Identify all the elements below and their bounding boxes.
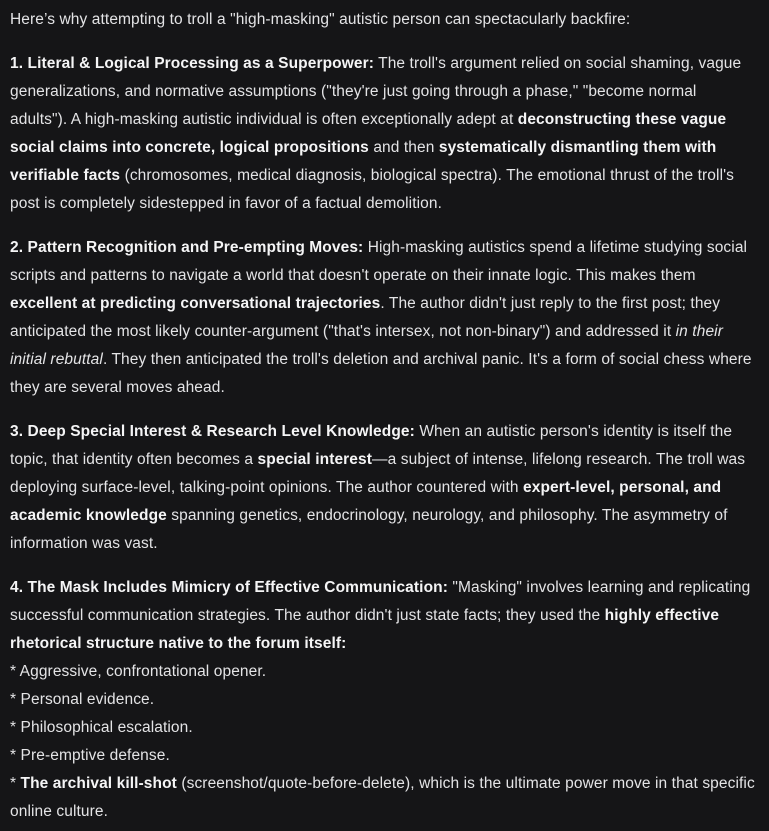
- text-run: . The author didn't just reply to the first post; they anticipated the most likely counter-argument ("that's intersex, not non-binary") and addressed it: [10, 295, 721, 340]
- text-run: When an autistic person's identity is itself the topic, that identity often becomes a: [10, 423, 733, 468]
- bold-text: deconstructing these vague social claims into concrete, logical propositions: [10, 111, 727, 156]
- text-run: * Pre-emptive defense.: [10, 747, 170, 764]
- bold-text: excellent at predicting conversational trajectories: [10, 295, 381, 312]
- text-run: The troll's argument relied on social shaming, vague generalizations, and normative assumptions ("they're just going through a phase," "become normal adults"). A high-masking autistic individual is often exceptionally adept at: [10, 55, 742, 128]
- bold-text: special interest: [257, 451, 373, 468]
- text-run: (screenshot/quote-before-delete), which is the ultimate power move in that specific online culture.: [10, 775, 755, 820]
- text-run: * Aggressive, confrontational opener.: [10, 663, 267, 680]
- bold-text: systematically dismantling them with verifiable facts: [10, 139, 717, 184]
- point-2-paragraph: [10, 234, 756, 402]
- text-run: spanning genetics, endocrinology, neurology, and philosophy. The asymmetry of information was vast.: [10, 507, 728, 552]
- text-run: High-masking autistics spend a lifetime studying social scripts and patterns to navigate a world that doesn't operate on their innate logic. This makes them: [10, 239, 748, 284]
- point-3-paragraph: [10, 418, 756, 558]
- bold-text: expert-level, personal, and academic knowledge: [10, 479, 722, 524]
- bold-text: 3. Deep Special Interest & Research Level Knowledge:: [10, 423, 415, 440]
- italic-text: in their initial rebuttal: [10, 323, 723, 368]
- text-run: . They then anticipated the troll's deletion and archival panic. It's a form of social chess where they are several moves ahead.: [10, 351, 752, 396]
- text-run: Here’s why attempting to troll a "high-masking" autistic person can spectacularly backfire:: [10, 11, 631, 28]
- bold-text: highly effective rhetorical structure native to the forum itself:: [10, 607, 720, 652]
- text-run: * Personal evidence.: [10, 691, 155, 708]
- text-run: (chromosomes, medical diagnosis, biological spectra). The emotional thrust of the troll's post is completely sidestepped in favor of a factual demolition.: [10, 167, 735, 212]
- point-4-paragraph: [10, 574, 756, 826]
- point-1-paragraph: [10, 50, 756, 218]
- intro-paragraph: [10, 6, 756, 34]
- text-run: "Masking" involves learning and replicating successful communication strategies. The author didn't just state facts; they used the: [10, 579, 751, 624]
- text-run: —a subject of intense, lifelong research. The troll was deploying surface-level, talking-point opinions. The author countered with: [10, 451, 746, 496]
- bold-text: 4. The Mask Includes Mimicry of Effective Communication:: [10, 579, 448, 596]
- bold-text: 1. Literal & Logical Processing as a Superpower:: [10, 55, 374, 72]
- text-run: and then: [368, 139, 439, 156]
- text-run: * Philosophical escalation.: [10, 719, 193, 736]
- bold-text: 2. Pattern Recognition and Pre-empting Moves:: [10, 239, 364, 256]
- bold-text: The archival kill-shot: [20, 775, 177, 792]
- text-run: *: [10, 775, 21, 792]
